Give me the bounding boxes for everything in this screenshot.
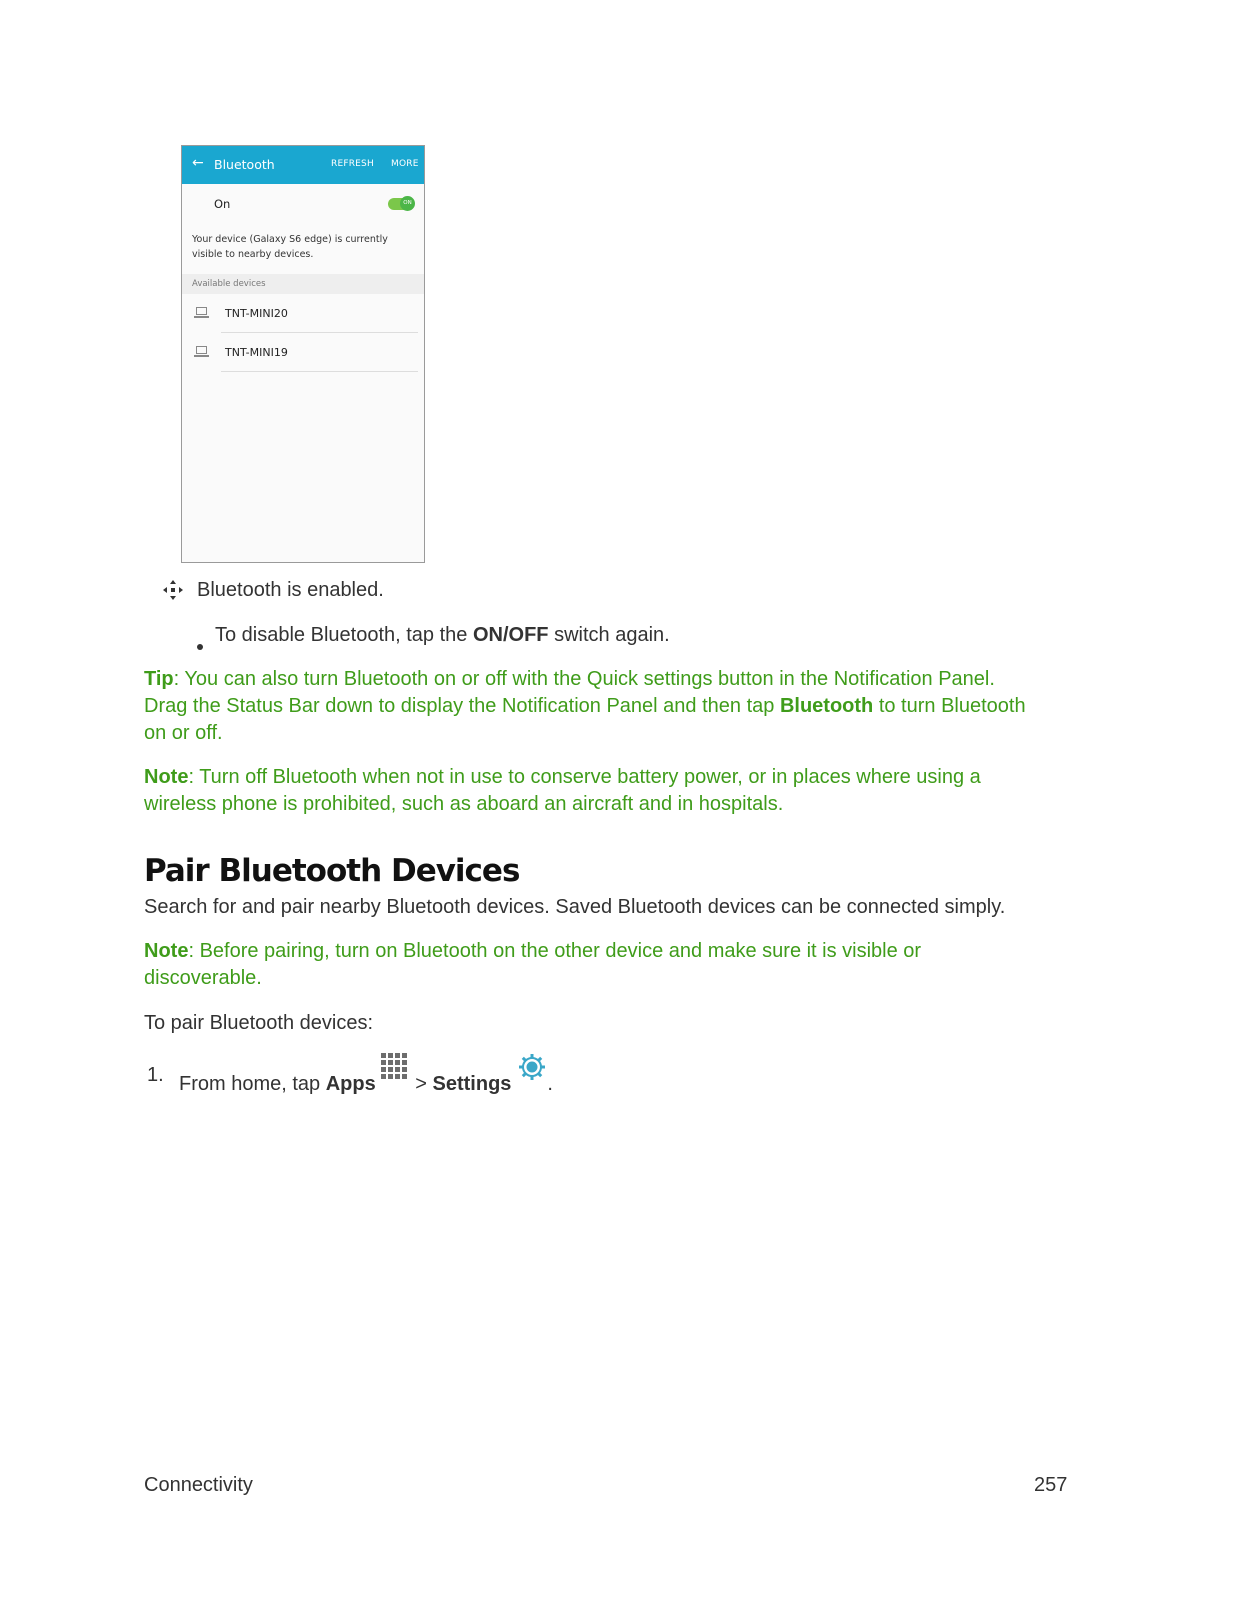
page-number: 257	[1034, 1474, 1068, 1496]
bluetooth-toggle	[388, 198, 414, 210]
toggle-knob: ON	[400, 196, 415, 211]
back-arrow-icon: ←	[192, 155, 204, 171]
device-name: TNT-MINI19	[225, 346, 288, 359]
note2-label: Note	[144, 940, 189, 962]
note2-text-1: : Before pairing, turn on Bluetooth on the other device and make sure it is visible or	[188, 940, 922, 962]
section-intro: Search for and pair nearby Bluetooth devices. Saved Bluetooth devices can be connected simply.	[144, 896, 1006, 918]
note1-line-1	[144, 764, 981, 791]
step-number: 1.	[147, 1064, 164, 1086]
result-text: Bluetooth is enabled.	[197, 579, 384, 601]
disable-instruction	[215, 622, 670, 649]
bluetooth-screenshot	[181, 145, 425, 563]
tip-label: Tip	[144, 668, 174, 690]
on-label: On	[214, 197, 231, 211]
step1-end: .	[547, 1073, 553, 1095]
device-name: TNT-MINI20	[225, 307, 288, 320]
tip-text-2b: to turn Bluetooth	[873, 695, 1026, 717]
device-row	[182, 333, 424, 372]
section-heading: Pair Bluetooth Devices	[144, 853, 520, 889]
visibility-line-1: Your device (Galaxy S6 edge) is currently	[192, 234, 388, 245]
more-action: MORE	[391, 159, 419, 169]
device-row	[182, 294, 424, 333]
tip-bluetooth-term: Bluetooth	[779, 695, 874, 717]
app-bar	[182, 146, 424, 184]
bluetooth-on-row	[182, 184, 424, 224]
divider	[221, 371, 418, 372]
visibility-description	[182, 224, 424, 274]
tip-line-2	[144, 693, 1026, 720]
arrow-bullet-icon	[162, 579, 184, 601]
tip-line-3: on or off.	[144, 722, 223, 744]
tip-line-1	[144, 666, 995, 693]
note1-line-2: wireless phone is prohibited, such as aboard an aircraft and in hospitals.	[144, 793, 784, 815]
laptop-icon	[196, 346, 207, 354]
note1-text-1: : Turn off Bluetooth when not in use to conserve battery power, or in places where using a	[188, 766, 981, 788]
visibility-line-2: visible to nearby devices.	[192, 249, 314, 260]
note1-label: Note	[144, 766, 189, 788]
disable-prefix: To disable Bluetooth, tap the	[215, 624, 473, 646]
step1-separator: >	[409, 1073, 433, 1095]
app-bar-title: Bluetooth	[214, 157, 275, 172]
gear-icon	[517, 1052, 547, 1082]
disable-suffix: switch again.	[548, 624, 670, 646]
note2-line-2: discoverable.	[144, 967, 262, 989]
footer-section: Connectivity	[144, 1474, 253, 1496]
tip-text-1: : You can also turn Bluetooth on or off with the Quick settings button in the Notification Panel.	[173, 668, 995, 690]
settings-term: Settings	[432, 1073, 512, 1095]
steps-lead: To pair Bluetooth devices:	[144, 1012, 374, 1034]
apps-term: Apps	[325, 1073, 376, 1095]
tip-text-2a: Drag the Status Bar down to display the Notification Panel and then tap	[144, 695, 780, 717]
laptop-icon	[196, 307, 207, 315]
bullet-dot	[197, 644, 203, 650]
apps-grid-icon	[380, 1052, 410, 1082]
refresh-action: REFRESH	[331, 159, 374, 169]
step1-prefix: From home, tap	[179, 1073, 326, 1095]
on-off-term: ON/OFF	[472, 624, 549, 646]
available-devices-header: Available devices	[182, 274, 424, 294]
step-1	[179, 1062, 553, 1098]
note2-line-1	[144, 938, 921, 965]
